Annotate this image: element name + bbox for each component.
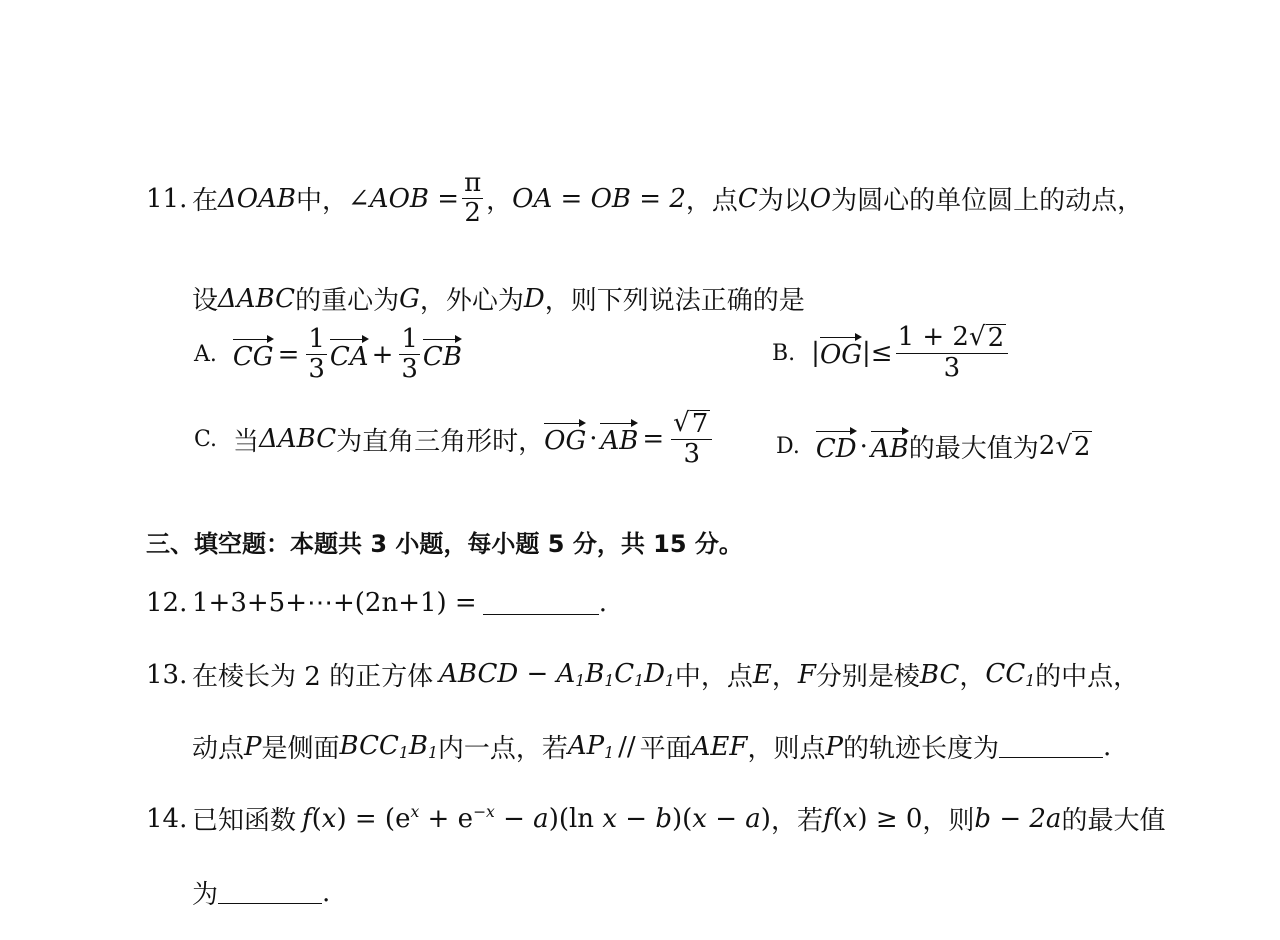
q13-text: 分别是棱 [815,662,920,692]
q11-angle: ∠AOB = [348,183,460,214]
q11-text: 中， [296,186,349,217]
q11-point-c: C [737,183,758,214]
q12-expression: 1+3+5+⋯+(2n+1) = [192,588,477,618]
q13-answer-blank[interactable] [999,735,1103,758]
q12-answer-blank[interactable] [483,592,599,615]
q13-line1: 13. 在棱长为 2 的正方体 ABCD − $A_1B_1C_1D_1$ 中，点 E ， F 分别是棱 BC ， $CC_1$ 的中点， [146,656,1139,693]
q11-text: 在 [192,186,219,217]
q11-text: ，外心为 [419,286,524,316]
q13-text: ，则点 [747,734,826,764]
q11-triangle-abc: ΔABC [218,283,296,314]
q11-sides: OA = OB = 2 [512,183,686,214]
q11-option-a: A. CG = $\frac{1}{3}$ CA + $\frac{1}{3}$ CB [194,324,462,385]
q11-option-b: B. | OG |≤ 1 + 2 √ 2 3 [772,324,1011,383]
option-d-formula: CD [816,430,857,464]
q11-circumcenter-d: D [523,283,545,314]
q12-number: 12. [146,588,188,618]
q11-option-d: D. CD · AB 的最大值为 2 √ 2 [776,428,1092,465]
q14-function: $f(x) = (e^x + e^{-x} - a)(\ln$ x − b)(x − a) [302,803,771,834]
q13-text: 平面 [639,734,692,764]
q14-text: ，若 [770,806,823,836]
q11-angle-fraction: $\frac{\pi}{2}$ [464,168,482,229]
option-c-text: 为直角三角形时， [336,426,545,457]
q11-centroid-g: G [399,283,420,314]
q13-text: 在棱长为 2 的正方体 [192,662,434,692]
q11-text: 为圆心的单位圆上的动点， [831,186,1144,217]
q13-number: 13. [146,659,188,690]
q11-number: 11. [146,183,188,214]
q14-text: 已知函数 [192,806,297,836]
q11-text: ，点 [685,186,738,217]
q14-number: 14. [146,803,188,834]
option-b-label: B. [772,340,796,366]
q11-text: 为以 [757,186,810,217]
q13-line2: 动点 P 是侧面 $BCC_1B_1$ 内一点，若 $AP_1$ // 平面 AEF ，则点 P 的轨迹长度为 . [192,728,1111,765]
option-a-label: A. [194,342,217,368]
q13-text: 的轨迹长度为 [842,734,999,764]
q14-answer-blank[interactable] [218,881,322,904]
q14-text: 的最大值 [1061,806,1166,836]
q11-point-o: O [809,183,832,214]
q11-text: 的重心为 [295,286,400,316]
q11-line2 [192,280,805,317]
q13-cube: ABCD − $A_1B_1C_1D_1$ [439,659,675,690]
option-c-triangle: ΔABC [259,424,337,455]
q13-text: 的中点， [1035,662,1140,692]
q11-text: 设 [192,286,219,316]
q11-option-c: C. 当 ΔABC 为直角三角形时， OG · AB = √ 7 3 [194,410,715,469]
option-a-formula: CG [233,338,274,372]
q11-text: ， [486,186,513,217]
option-b-formula: | [811,338,820,369]
option-d-label: D. [776,434,800,459]
q14-text: ，则 [922,806,975,836]
option-c-label: C. [194,426,218,452]
q13-text: 内一点，若 [437,734,568,764]
q11-text: ，则下列说法正确的是 [544,286,805,316]
section-3-title: 三、填空题：本题共 3 小题，每小题 5 分，共 15 分。 [146,530,743,558]
option-c-text: 当 [233,426,260,457]
q13-text: 是侧面 [261,734,340,764]
q14-line2: 为 . [192,874,330,911]
q14-text: 为 [192,880,219,910]
q13-text: 中，点 [674,662,753,692]
q14-line1: 14. 已知函数 $f(x) = (e^x + e^{-x} - a)(\ln$ x − b)(x − a) ，若 f(x) ≥ 0 ，则 b − 2a 的最大值 [146,800,1165,837]
q13-text: 动点 [192,734,245,764]
option-d-text: 的最大值为 [908,434,1039,464]
q11-line1 [146,170,1143,228]
q11-triangle: ΔOAB [218,183,296,214]
option-c-formula: OG [544,422,586,456]
q12-line: 12. 1+3+5+⋯+(2n+1) = . [146,588,607,618]
